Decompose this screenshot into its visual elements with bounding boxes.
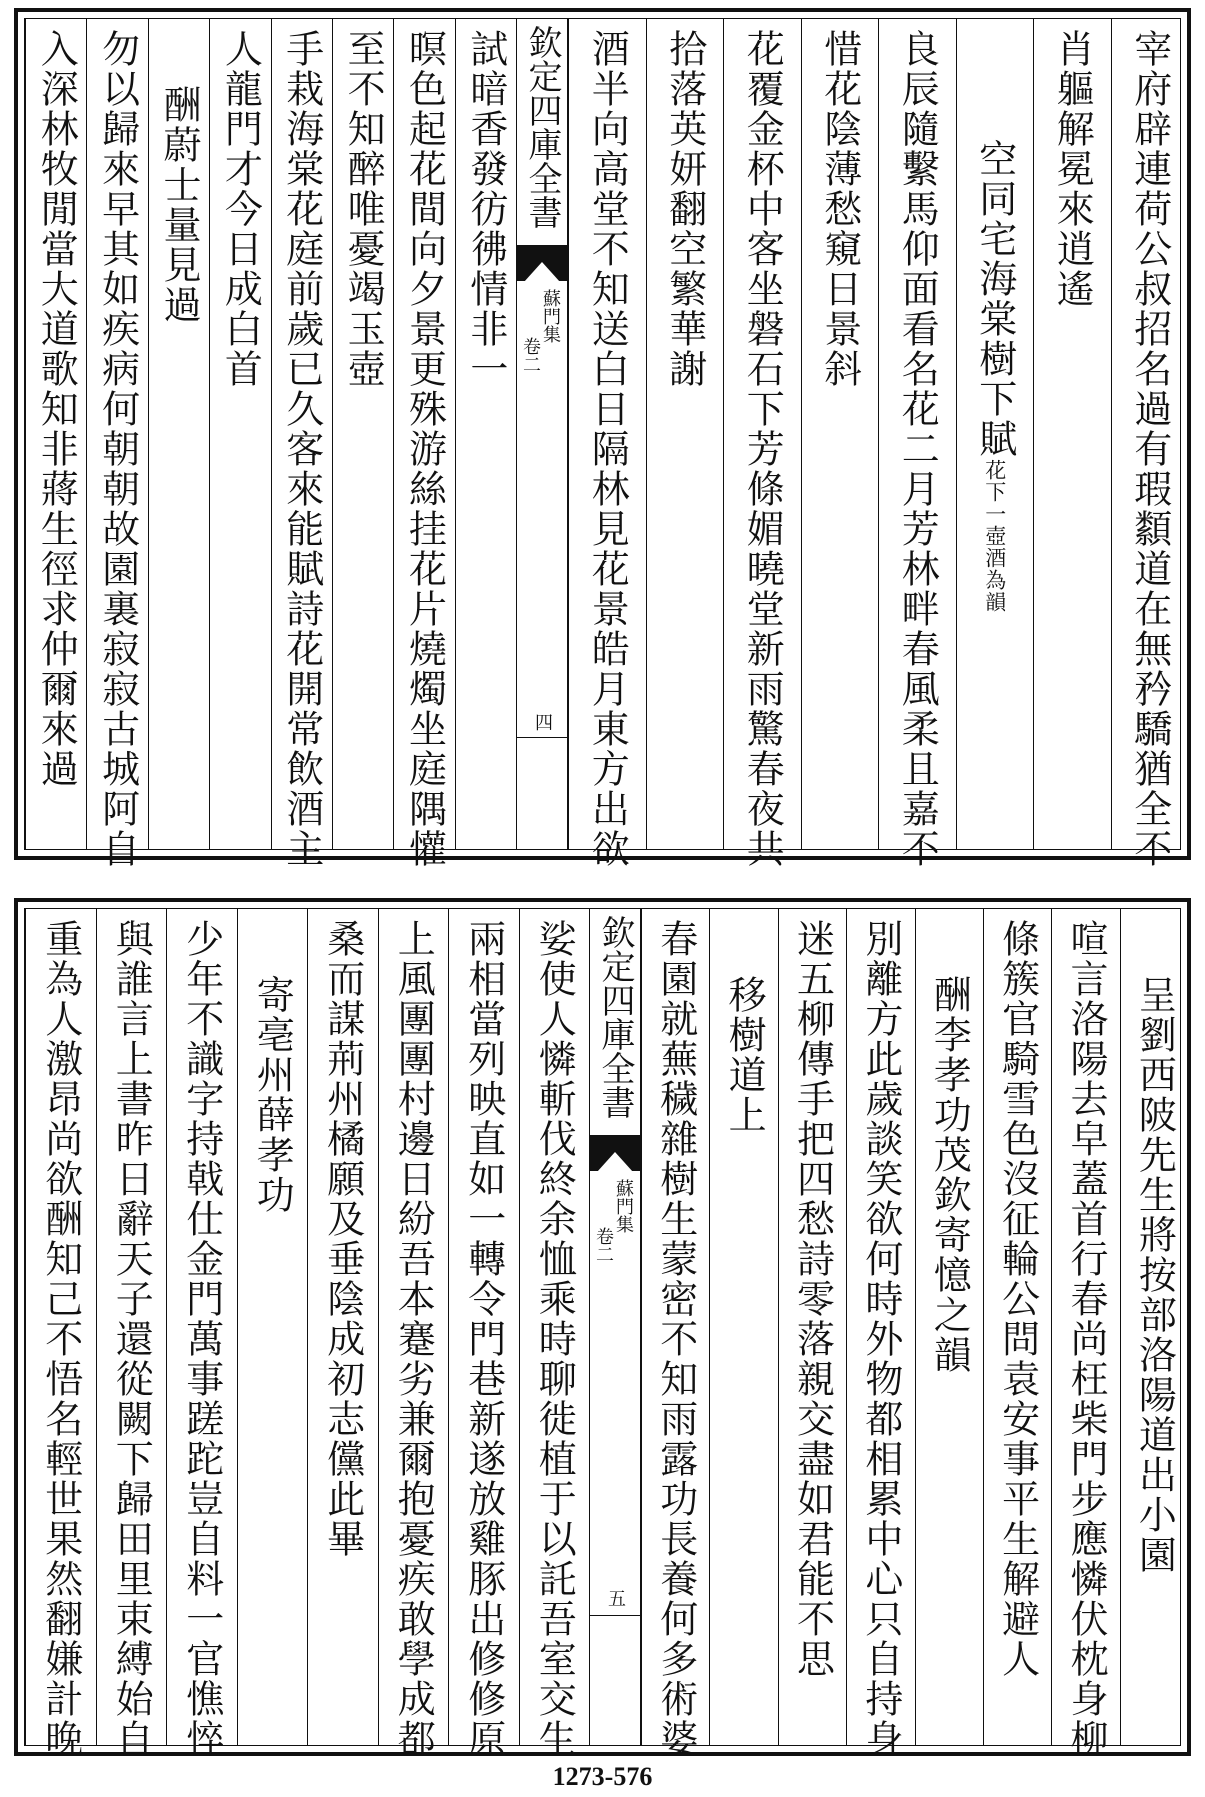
text-column: [646, 19, 724, 849]
text-column: [915, 909, 983, 1745]
fish-tail-mark: [517, 245, 567, 281]
column-text: 喧言洛陽去皁蓋首行春尚枉柴門步應憐伏枕身柳: [1063, 919, 1108, 1759]
column-text: 手栽海棠花庭前歲已久客來能賦詩花開常飲酒主: [279, 29, 324, 869]
spine-volume: 卷二: [593, 1227, 614, 1263]
poem-title: 移樹道上: [722, 975, 767, 1135]
poem-title: 寄亳州薛孝功: [250, 975, 295, 1215]
column-text: 試暗香發彷彿情非一: [463, 29, 508, 389]
column-text: 勿以歸來早其如疾病何朝朝故園裏寂寂古城阿自: [95, 29, 140, 869]
column-text: 拾落英妍翻空繁華謝: [662, 29, 707, 389]
column-text: 別離方此歲談笑欲何時外物都相累中心只自持身: [858, 919, 903, 1759]
top-page: [14, 8, 1191, 869]
book-spine-top: [516, 19, 568, 849]
text-column: [25, 909, 96, 1759]
rhyme-note: 花下一壺酒為韻: [982, 459, 1007, 613]
column-text: 重為人激昂尚欲酬知己不悟名輕世果然翻嫌計晚: [38, 919, 83, 1759]
text-column: [237, 909, 308, 1745]
text-column: [846, 909, 914, 1759]
spine-title: 欽定四庫全書: [595, 915, 635, 1119]
poem-title: 空同宅海棠樹下賦花下一壺酒為韻: [972, 139, 1017, 613]
column-text: 良辰隨繫馬仰面看名花二月芳林畔春風柔且嘉不: [895, 29, 940, 869]
column-text: 娑使人憐斬伐終余恤乘時聊徙植于以託吾室交生: [532, 919, 577, 1759]
spine-rule: [517, 737, 567, 738]
spine-rule: [590, 1615, 640, 1616]
column-text: 與誰言上書昨日辭天子還從闕下歸田里束縛始自: [109, 919, 154, 1759]
text-column: [307, 909, 378, 1745]
text-column: [801, 19, 879, 849]
text-column: [448, 909, 519, 1759]
spine-book-name: 蘇門集: [613, 1179, 634, 1233]
text-column: [1033, 19, 1111, 849]
text-column: [455, 19, 516, 849]
spine-volume: 卷二: [520, 337, 541, 373]
spine-page-number: 五: [605, 1589, 626, 1607]
column-text: 宰府辟連荷公叔招名過有瑕纇道在無矜驕猶全不: [1127, 29, 1172, 869]
text-column: [271, 19, 332, 869]
bottom-page-frame: [24, 908, 1181, 1759]
text-column: [332, 19, 393, 849]
text-column: [723, 19, 801, 869]
column-text: 暝色起花間向夕景更殊游絲挂花片燒燭坐庭隅懽: [402, 29, 447, 869]
text-column: [1111, 19, 1189, 869]
poem-title: 酬李孝功茂欽寄憶之韻: [927, 975, 972, 1375]
text-column: [641, 909, 709, 1759]
text-column: [1120, 909, 1188, 1745]
spine-page-number: 四: [532, 713, 553, 731]
column-text: 惜花陰薄愁窺日景斜: [817, 29, 862, 389]
text-column: [86, 19, 147, 869]
column-text: 酒半向高堂不知送白日隔林見花景皓月東方出欲: [585, 29, 630, 869]
top-page-frame: [24, 18, 1181, 869]
column-text: 條簇官騎雪色沒征輪公問袁安事平生解避人: [995, 919, 1040, 1679]
spine-book-name: 蘇門集: [540, 289, 561, 343]
text-column: [148, 19, 209, 849]
column-text: 入深林牧閒當大道歌知非蔣生徑求仲爾來過: [34, 29, 79, 789]
text-column: [378, 909, 449, 1759]
spine-title: 欽定四庫全書: [522, 25, 562, 229]
text-column: [393, 19, 454, 869]
column-text: 迷五柳傳手把四愁詩零落親交盡如君能不思: [790, 919, 835, 1679]
column-text: 花覆金杯中客坐磐石下芳條媚曉堂新雨驚春夜共: [740, 29, 785, 869]
book-spine-bottom: [589, 909, 641, 1745]
text-column: [709, 909, 777, 1745]
fish-tail-mark: [590, 1135, 640, 1171]
text-column: [778, 909, 846, 1745]
text-column: [568, 19, 646, 869]
poem-title: 呈劉西陂先生將按部洛陽道出小園: [1132, 975, 1177, 1575]
text-column: [1051, 909, 1119, 1759]
text-column: [166, 909, 237, 1759]
column-text: 春園就蕪穢雜樹生蒙密不知雨露功長養何多術婆: [653, 919, 698, 1759]
text-column: [878, 19, 956, 869]
text-column: [956, 19, 1034, 849]
column-text: 至不知醉唯憂竭玉壺: [341, 29, 386, 389]
text-column: [519, 909, 590, 1759]
bottom-page: [14, 898, 1191, 1759]
column-text: 上風團團村邊日紛吾本蹇劣兼爾抱憂疾敢學成都: [391, 919, 436, 1759]
column-text: 人龍門才今日成白首: [218, 29, 263, 389]
poem-title: 酬蔚士量見過: [156, 85, 201, 325]
column-text: 肖軀解冕來逍遙: [1050, 29, 1095, 309]
text-column: [209, 19, 270, 849]
text-column: [96, 909, 167, 1759]
text-column: [983, 909, 1051, 1745]
column-text: 桑而謀荊州橘願及垂陰成初志儻此畢: [320, 919, 365, 1559]
text-column: [25, 19, 86, 849]
column-text: 兩相當列映直如一轉令門巷新遂放雞豚出修修原: [461, 919, 506, 1759]
page-code: 1273-576: [552, 1762, 653, 1791]
column-text: 少年不識字持戟仕金門萬事蹉跎豈自料一官憔悴: [179, 919, 224, 1759]
left-half-top: [25, 19, 563, 869]
